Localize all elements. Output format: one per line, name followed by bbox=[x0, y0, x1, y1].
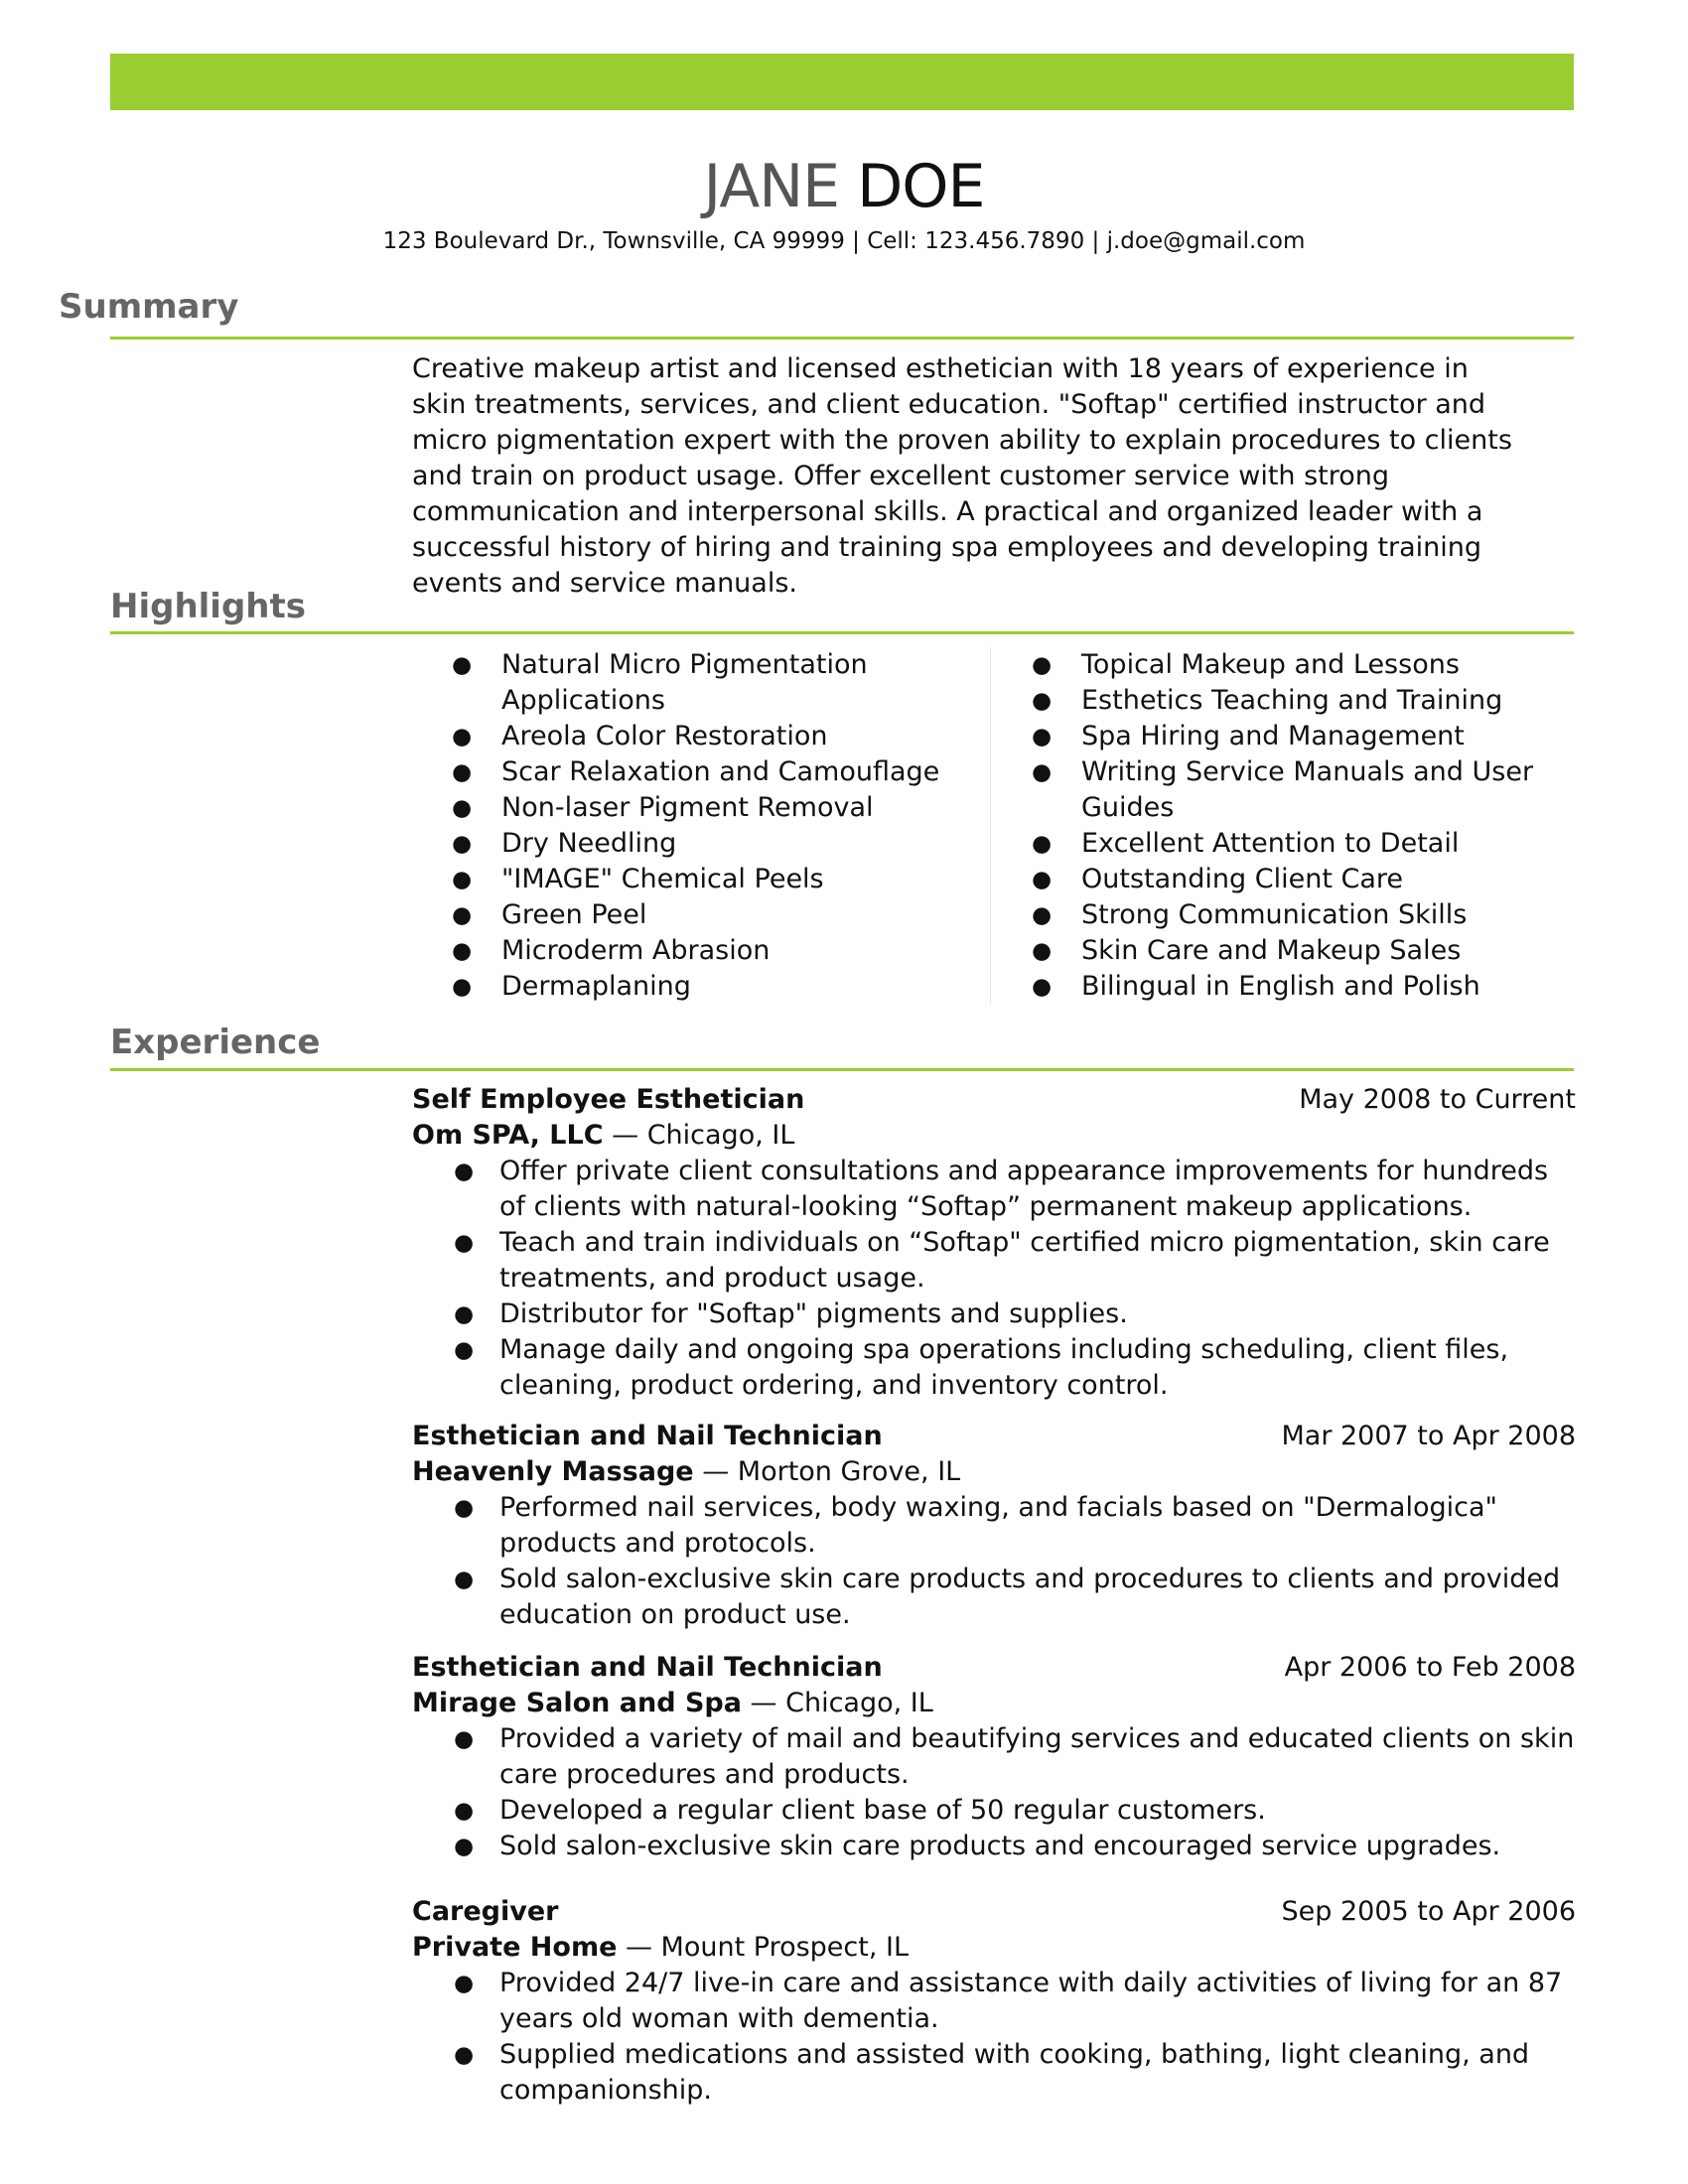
highlight-item: ● Strong Communication Skills bbox=[992, 897, 1578, 933]
highlight-item: ● Areola Color Restoration bbox=[412, 719, 948, 754]
job-entry bbox=[412, 1650, 1576, 1864]
job-organization bbox=[412, 1686, 1576, 1721]
job-entry bbox=[412, 1894, 1576, 2109]
job-location: — Chicago, IL bbox=[741, 1688, 933, 1718]
experience-rule bbox=[110, 1068, 1574, 1071]
highlight-item: ● Natural Micro Pigmentation Applications bbox=[412, 647, 948, 719]
job-company: Heavenly Massage bbox=[412, 1456, 694, 1487]
highlight-item: ● Esthetics Teaching and Training bbox=[992, 683, 1578, 719]
job-location: — Morton Grove, IL bbox=[693, 1456, 961, 1487]
job-organization bbox=[412, 1454, 1576, 1490]
job-bullets bbox=[412, 1154, 1576, 1404]
highlight-item: ● Microderm Abrasion bbox=[412, 933, 948, 969]
experience-heading: Experience bbox=[110, 1023, 321, 1062]
job-company: Om SPA, LLC bbox=[412, 1120, 604, 1151]
job-title: Caregiver bbox=[412, 1896, 559, 1927]
job-bullet: ● Manage daily and ongoing spa operations including scheduling, client files, cleaning, product ordering, and inventory control. bbox=[412, 1332, 1576, 1404]
job-bullets bbox=[412, 1966, 1576, 2109]
summary-rule bbox=[110, 337, 1574, 340]
highlight-item: ● Writing Service Manuals and User Guides bbox=[992, 754, 1578, 826]
candidate-name bbox=[0, 147, 1688, 226]
job-bullet: ● Supplied medications and assisted with cooking, bathing, light cleaning, and companionship. bbox=[412, 2037, 1576, 2109]
job-location: — Chicago, IL bbox=[603, 1120, 795, 1151]
first-name: JANE bbox=[703, 152, 840, 221]
header-accent-bar bbox=[110, 54, 1574, 110]
highlight-item: ● Topical Makeup and Lessons bbox=[992, 647, 1578, 683]
job-title: Self Employee Esthetician bbox=[412, 1084, 805, 1115]
job-bullet: ● Performed nail services, body waxing, and facials based on "Dermalogica" products and protocols. bbox=[412, 1490, 1576, 1562]
summary-heading: Summary bbox=[59, 287, 239, 327]
job-bullet: ● Teach and train individuals on “Softap" certified micro pigmentation, skin care treatments, and product usage. bbox=[412, 1225, 1576, 1297]
highlights-heading: Highlights bbox=[110, 587, 306, 626]
last-name: DOE bbox=[857, 152, 985, 221]
job-organization bbox=[412, 1118, 1576, 1154]
job-dates: Sep 2005 to Apr 2006 bbox=[1281, 1896, 1576, 1927]
highlight-item: ● Excellent Attention to Detail bbox=[992, 826, 1578, 862]
job-entry bbox=[412, 1082, 1576, 1404]
highlights-left-list bbox=[412, 647, 948, 1005]
job-bullet: ● Developed a regular client base of 50 regular customers. bbox=[412, 1793, 1576, 1829]
highlight-item: ● Dermaplaning bbox=[412, 969, 948, 1005]
job-dates: Mar 2007 to Apr 2008 bbox=[1281, 1421, 1576, 1451]
highlight-item: ● Skin Care and Makeup Sales bbox=[992, 933, 1578, 969]
job-bullets bbox=[412, 1490, 1576, 1633]
highlight-item: ● Bilingual in English and Polish bbox=[992, 969, 1578, 1005]
job-title: Esthetician and Nail Technician bbox=[412, 1652, 883, 1683]
job-bullet: ● Offer private client consultations and appearance improvements for hundreds of clients with natural-looking “Softap” permanent makeup applications. bbox=[412, 1154, 1576, 1225]
job-bullets bbox=[412, 1721, 1576, 1864]
job-location: — Mount Prospect, IL bbox=[617, 1932, 910, 1963]
job-bullet: ● Sold salon-exclusive skin care products and procedures to clients and provided education on product use. bbox=[412, 1562, 1576, 1633]
highlight-item: ● Dry Needling bbox=[412, 826, 948, 862]
job-organization bbox=[412, 1930, 1576, 1966]
job-title: Esthetician and Nail Technician bbox=[412, 1421, 883, 1451]
job-bullet: ● Distributor for "Softap" pigments and supplies. bbox=[412, 1297, 1576, 1332]
job-company: Mirage Salon and Spa bbox=[412, 1688, 742, 1718]
highlight-item: ● Outstanding Client Care bbox=[992, 862, 1578, 897]
summary-text: Creative makeup artist and licensed esthetician with 18 years of experience in skin treatments, services, and client education. "Softap" certified instructor and micro pigmentation expert with the proven ability to explain procedures to clients and train on product usage. Offer excellent customer service with strong communication and interpersonal skills. A practical and organized leader with a successful history of hiring and training spa employees and developing training events and service manuals. bbox=[412, 353, 1512, 599]
job-bullet: ● Provided a variety of mail and beautifying services and educated clients on skin care procedures and products. bbox=[412, 1721, 1576, 1793]
job-dates: Apr 2006 to Feb 2008 bbox=[1284, 1652, 1576, 1683]
highlight-item: ● Scar Relaxation and Camouflage bbox=[412, 754, 948, 790]
job-bullet: ● Sold salon-exclusive skin care products and encouraged service upgrades. bbox=[412, 1829, 1576, 1864]
contact-line: 123 Boulevard Dr., Townsville, CA 99999 | Cell: 123.456.7890 | j.doe@gmail.com bbox=[382, 228, 1306, 254]
highlights-column-divider bbox=[990, 647, 991, 1005]
job-entry bbox=[412, 1419, 1576, 1633]
job-bullet: ● Provided 24/7 live-in care and assistance with daily activities of living for an 87 years old woman with dementia. bbox=[412, 1966, 1576, 2037]
highlights-rule bbox=[110, 631, 1574, 634]
highlight-item: ● "IMAGE" Chemical Peels bbox=[412, 862, 948, 897]
job-dates: May 2008 to Current bbox=[1299, 1084, 1576, 1115]
highlight-item: ● Spa Hiring and Management bbox=[992, 719, 1578, 754]
highlight-item: ● Green Peel bbox=[412, 897, 948, 933]
highlight-item: ● Non-laser Pigment Removal bbox=[412, 790, 948, 826]
job-company: Private Home bbox=[412, 1932, 618, 1963]
highlights-right-list bbox=[992, 647, 1578, 1005]
